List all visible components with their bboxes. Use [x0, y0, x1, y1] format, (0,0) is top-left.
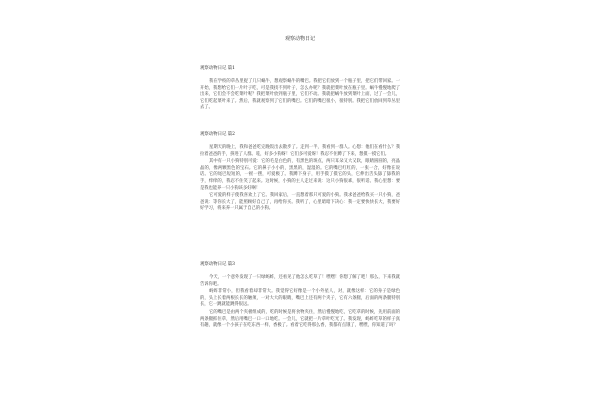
entry-paragraph: 星期天的晚上，我和爸爸吃完晚饭出去散步了。走到一半，我看到一群人。心想：他们在看什么？我拉着爸爸的手，挤进了人群。哇，好多小狗呀！它们多可爱呀！我忍不住蹲了下来，想摸一摸它们。: [200, 145, 400, 157]
entry-heading: 观察动物日记 篇2: [200, 132, 235, 137]
entry-paragraph: 今天，一个意外发现了一只绿蚂蚱，还看见了他怎么吃草了！嘿嘿！你想了解了吧！那么，下来我就告诉你吧。: [200, 275, 400, 287]
entry-heading: 观察动物日记 篇3: [200, 262, 235, 267]
diary-entry-2: [200, 132, 400, 214]
entry-paragraph: 我在学校的草丛里捉了几只蜗牛，想观察蜗牛的嘴巴。我把它们放到一个瓶子里，把它们带回家。一开始，我想给它们一片叶子吃，可是我找不到叶子，怎么办呢？我就把菜叶放在瓶子里。蜗牛慢慢地爬了出来，它们会不会吃菜叶呢？我把菜叶放到瓶子里，它们不动。我就把蜗牛放到菜叶上面，过了一会儿，它们吃起菜叶来了。然后，我就观察到了它们的嘴巴。它们的嘴巴很小，很特别。我把它们放回到草丛里去了。: [200, 79, 400, 111]
entry-paragraph: 它可爱的样子使我喜欢上了它。我回家后，一直想着那只可爱的小狗。我求爸爸给我买一只小狗，爸爸说：等你长大了，能照顾好自己了，再给你买。我听了，心里暗暗下决心：我一定要快快长大，我要好好学习，将来养一只属于自己的小狗。: [200, 193, 400, 212]
entry-paragraph: 其中有一只小狗特别可爱：它的毛是白色的，有黑色的斑点，两只耳朵又大又软，眼睛圆圆的，亮晶晶的，像两颗黑色的宝石。它的鼻子小小的，黑黑的，湿湿的。它的嘴巴红红的，一张一合，好像在说话。它的尾巴短短的，一摇一摆，可爱极了。我蹲下身子，用手摸了摸它的头，它伸出舌头舔了舔我的手，痒痒的，我忍不住笑了起来。这时候，小狗的主人走过来说：这只小狗很乖，很听话。我心里想：要是我也能养一只小狗该多好啊！: [200, 159, 400, 191]
diary-entry-3: [200, 262, 400, 331]
entry-paragraph: 它的嘴巴是由两个夹板组成的，吃的时候是将食物夹住，然后慢慢地吃，它吃草的时候，先用前面的两条腿抓住草，然后用嘴巴一口一口地吃。一会儿，它就把一片草叶吃光了。我发现，蚂蚱吃草的样子真有趣，就像一个小孩子在吃东西一样，香极了。看着它吃得那么香，我都有点饿了，嘿嘿，你知道了吗？: [200, 309, 400, 329]
diary-entry-1: [200, 66, 400, 113]
entry-heading: 观察动物日记 篇1: [200, 66, 235, 71]
entry-paragraph: 蚂蚱非常小，但我看着却非常大。我觉得它好像是一个小外星人，对，就像这样：它的身子是绿色的，头上长着两根长长的触须，一对大大的眼睛，嘴巴上还有两个夹子，它有六条腿，后面的两条腿特别长，它一跳就能跳得很远。: [200, 289, 400, 308]
document-title: 观察动物日记: [284, 36, 315, 42]
